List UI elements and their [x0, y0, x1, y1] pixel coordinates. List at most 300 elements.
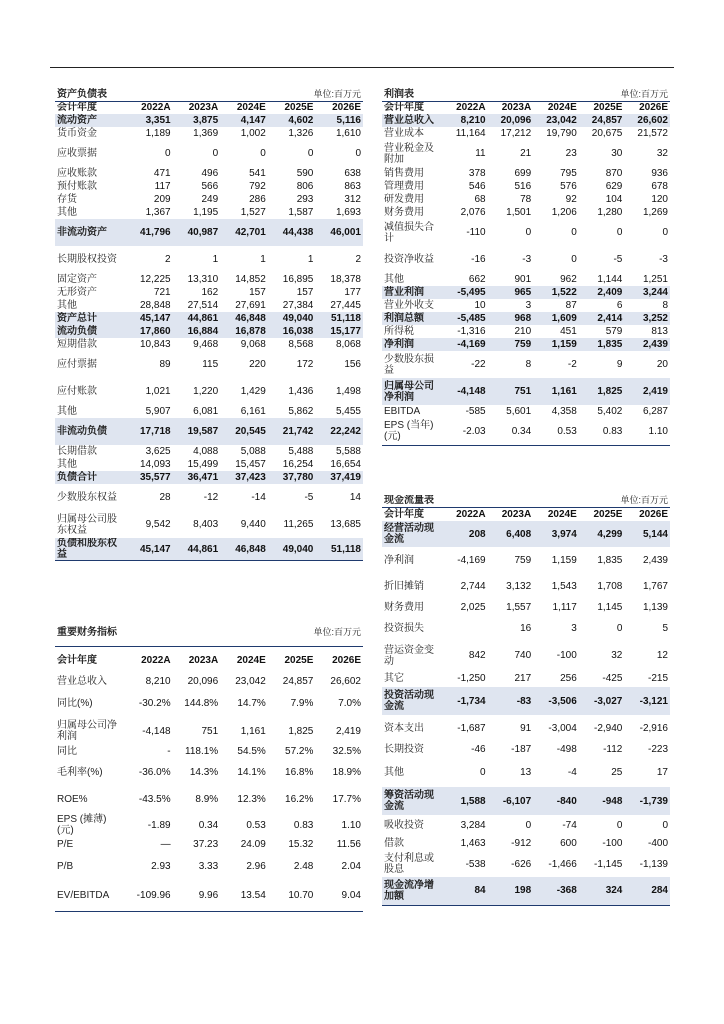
- table-row: [55, 206, 363, 219]
- cell-value: 1,825: [579, 378, 625, 405]
- cell-value: 16,884: [173, 325, 221, 338]
- cell-value: 37,419: [315, 471, 363, 484]
- cell-value: 5,455: [335, 406, 361, 417]
- cell-value: 220: [249, 359, 266, 370]
- cell-value: 6,287: [642, 406, 668, 417]
- cell-value: -2: [567, 359, 577, 370]
- cell-value: 5,144: [624, 521, 670, 547]
- cell-value: 901: [514, 274, 532, 285]
- cell-value: 30: [611, 148, 623, 159]
- cell-value: -100: [602, 837, 623, 849]
- cell-value: 965: [488, 286, 534, 299]
- table-unit: 单位:百万元: [620, 495, 668, 506]
- cell-value: -4,148: [442, 378, 488, 405]
- cell-value: 1,498: [335, 386, 361, 397]
- table-row: [382, 835, 670, 851]
- cell-value: 496: [201, 168, 219, 179]
- cell-value: 18,378: [330, 274, 361, 285]
- cell-value: 662: [468, 274, 486, 285]
- cell-value: 12.3%: [237, 793, 266, 805]
- cell-value: 0: [616, 227, 623, 238]
- cell-value: 1,369: [193, 128, 219, 139]
- row-label: 财务费用: [384, 207, 424, 218]
- cell-value: 0.83: [579, 418, 625, 445]
- cell-value: -3,506: [533, 687, 579, 715]
- cell-value: 0: [212, 148, 219, 159]
- cell-value: 51,118: [315, 538, 363, 561]
- cell-value: -912: [511, 837, 532, 849]
- row-label: 归属母公司股东权益: [57, 513, 117, 536]
- header-year: 2022A: [442, 507, 488, 521]
- cell-value: 20,545: [220, 418, 268, 445]
- cell-value: 20: [656, 359, 668, 370]
- table-row: [382, 787, 670, 815]
- table-row: [55, 511, 363, 538]
- table-unit: 单位:百万元: [313, 627, 361, 638]
- cell-value: 863: [344, 181, 361, 192]
- table-row: [55, 717, 363, 745]
- row-label: 净利润: [384, 554, 414, 566]
- cell-value: 2,409: [579, 286, 625, 299]
- cell-value: 0: [355, 148, 361, 159]
- cell-value: 44,861: [173, 538, 221, 561]
- cell-value: 16,038: [268, 325, 316, 338]
- cell-value: -6,107: [488, 787, 534, 815]
- cell-value: 5,907: [145, 406, 171, 417]
- table-title-row: [55, 620, 363, 646]
- table-row: [55, 273, 363, 286]
- cash-flow-table: [382, 495, 670, 906]
- cell-value: 10: [474, 300, 486, 311]
- cell-value: -12: [203, 492, 219, 503]
- cell-value: -112: [603, 744, 623, 755]
- cell-value: 0: [525, 227, 532, 238]
- table-row: [382, 193, 670, 206]
- cell-value: 0: [165, 148, 171, 159]
- cell-value: 6,408: [488, 521, 534, 547]
- cell-value: 14.3%: [189, 766, 219, 778]
- cell-value: 3,351: [125, 114, 173, 127]
- row-label: ROE%: [57, 793, 88, 805]
- cell-value: 10.70: [268, 881, 316, 911]
- income-statement-panel: [382, 88, 670, 446]
- cell-value: 1: [307, 254, 314, 265]
- cell-value: 9: [616, 359, 623, 370]
- table-row: [382, 351, 670, 378]
- row-label: 营业利润: [382, 286, 442, 299]
- cell-value: 28,848: [140, 300, 171, 311]
- row-label: 应收账款: [57, 168, 97, 179]
- table-row: [382, 378, 670, 405]
- table-row: [55, 286, 363, 299]
- cell-value: 1,269: [642, 207, 668, 218]
- row-label: 其他: [57, 300, 77, 311]
- table-row: [55, 378, 363, 405]
- cell-value: 144.8%: [184, 697, 219, 709]
- cell-value: 600: [560, 837, 577, 849]
- row-label: 长期投资: [384, 744, 424, 755]
- cell-value: -16: [471, 254, 486, 265]
- cell-value: 87: [565, 300, 577, 311]
- cell-value: 46,001: [315, 219, 363, 246]
- cell-value: -3: [659, 254, 668, 265]
- cell-value: 9.96: [173, 881, 221, 911]
- row-label: 折旧摊销: [384, 580, 424, 592]
- cell-value: 49,040: [268, 312, 316, 325]
- table-row: [382, 418, 670, 445]
- row-label: 支付利息或股息: [384, 853, 434, 875]
- row-label: 同比(%): [57, 697, 93, 709]
- cell-value: 4,088: [193, 446, 219, 457]
- cell-value: 8: [525, 359, 532, 370]
- cell-value: 1,159: [533, 338, 579, 351]
- cell-value: 842: [468, 650, 486, 661]
- header-label: 会计年度: [55, 101, 125, 114]
- cell-value: 3,974: [533, 521, 579, 547]
- table-row: [55, 325, 363, 338]
- table-row: [55, 445, 363, 458]
- cell-value: 0: [616, 623, 623, 634]
- cell-value: 78: [520, 194, 532, 205]
- cell-value: 1,522: [533, 286, 579, 299]
- cell-value: 2: [165, 254, 171, 265]
- cell-value: 14,852: [235, 274, 266, 285]
- cell-value: 9.04: [315, 881, 363, 911]
- table-row: [55, 114, 363, 127]
- cell-value: 15.32: [288, 839, 314, 850]
- cell-value: 27,691: [235, 300, 266, 311]
- cell-value: 16,895: [282, 274, 314, 285]
- row-label: 管理费用: [384, 181, 424, 192]
- table-row: [382, 742, 670, 757]
- cell-value: 5,116: [315, 114, 363, 127]
- cell-value: 9,440: [240, 519, 266, 530]
- table-title-row: [55, 88, 363, 101]
- cell-value: 8,568: [288, 339, 314, 350]
- cell-value: 1,610: [335, 128, 361, 139]
- table-row: [55, 838, 363, 851]
- cell-value: 2,414: [579, 312, 625, 325]
- row-label: 应收票据: [57, 148, 97, 159]
- cell-value: -4,169: [442, 338, 488, 351]
- cell-value: 284: [624, 877, 670, 905]
- cell-value: -2,940: [594, 723, 623, 734]
- row-label: 筹资活动现金流: [382, 787, 442, 815]
- header-year: 2024E: [533, 101, 579, 114]
- cell-value: 68: [474, 194, 486, 205]
- cell-value: 42,701: [220, 219, 268, 246]
- cell-value: -223: [647, 744, 668, 755]
- cell-value: 14: [349, 492, 361, 503]
- cell-value: 91: [520, 723, 532, 734]
- cell-value: -368: [533, 877, 579, 905]
- cell-value: 27,445: [330, 300, 361, 311]
- row-label: 其他: [57, 459, 77, 470]
- cell-value: 1,159: [551, 554, 577, 566]
- cell-value: 4,602: [268, 114, 316, 127]
- cell-value: 3: [525, 300, 532, 311]
- cell-value: -2.03: [442, 418, 488, 445]
- table-row: [382, 851, 670, 877]
- cell-value: 629: [605, 181, 623, 192]
- table-title: 利润表: [384, 88, 414, 100]
- cell-value: 54.5%: [237, 746, 266, 757]
- row-label: 所得税: [384, 326, 414, 337]
- cell-value: 8,210: [145, 676, 171, 687]
- cell-value: 46,848: [220, 538, 268, 561]
- cell-value: 5,088: [240, 446, 266, 457]
- cell-value: 32: [656, 148, 668, 159]
- table-row: [382, 687, 670, 715]
- cell-value: -83: [488, 687, 534, 715]
- cell-value: 11,265: [283, 519, 314, 530]
- table-row: [382, 286, 670, 299]
- key-ratios-panel: [55, 620, 363, 912]
- cell-value: -100: [556, 650, 577, 661]
- cell-value: 0: [662, 819, 668, 831]
- table-row: [55, 758, 363, 786]
- cell-value: 541: [249, 168, 266, 179]
- cell-value: 378: [468, 168, 486, 179]
- header-year: 2024E: [220, 101, 268, 114]
- cell-value: 936: [651, 168, 668, 179]
- cell-value: 1,501: [506, 207, 532, 218]
- cell-value: -1,687: [457, 723, 486, 734]
- row-label: 预付账款: [57, 181, 97, 192]
- cell-value: 1,189: [145, 128, 171, 139]
- cell-value: 962: [560, 274, 577, 285]
- table-row: [55, 180, 363, 193]
- cell-value: 37,423: [220, 471, 268, 484]
- cell-value: 1,144: [597, 274, 623, 285]
- cell-value: -1,139: [639, 858, 668, 870]
- cell-value: 1,145: [597, 601, 623, 613]
- cell-value: 2.48: [293, 860, 314, 872]
- cell-value: 0: [616, 819, 623, 831]
- table-row: [382, 246, 670, 273]
- table-row: [382, 405, 670, 418]
- row-label: 少数股东损益: [384, 353, 434, 376]
- cell-value: 27,384: [282, 300, 314, 311]
- balance-sheet-table: [55, 88, 363, 561]
- cell-value: 1,220: [193, 386, 219, 397]
- cell-value: 21: [520, 148, 532, 159]
- cell-value: 3.33: [198, 860, 219, 872]
- table-row: [382, 219, 670, 246]
- row-label: 存货: [57, 194, 77, 205]
- cell-value: -538: [465, 858, 486, 870]
- cell-value: 156: [344, 359, 361, 370]
- table-row: [382, 114, 670, 127]
- cell-value: 0: [480, 766, 486, 778]
- cell-value: 1: [212, 254, 219, 265]
- header-year: 2022A: [125, 646, 173, 674]
- cell-value: 20,675: [591, 128, 623, 139]
- cell-value: -43.5%: [138, 793, 171, 805]
- cell-value: 2,025: [460, 601, 486, 613]
- cell-value: -5: [304, 492, 314, 503]
- table-row: [55, 246, 363, 273]
- row-label: 营业总收入: [382, 114, 442, 127]
- cash-flow-panel: [382, 495, 670, 906]
- table-title-row: [382, 495, 670, 507]
- row-label: 无形资产: [57, 287, 97, 298]
- row-label: 其他: [57, 406, 77, 417]
- cell-value: 293: [296, 194, 314, 205]
- row-label: 货币资金: [57, 128, 97, 139]
- row-label: P/B: [57, 860, 74, 872]
- table-row: [382, 669, 670, 687]
- table-row: [55, 471, 363, 484]
- cell-value: —: [160, 839, 171, 850]
- cell-value: -187: [511, 744, 532, 755]
- cell-value: 2.96: [246, 860, 266, 872]
- cell-value: 11.56: [336, 839, 361, 850]
- cell-value: 44,861: [173, 312, 221, 325]
- row-label: 归属母公司净利润: [57, 720, 117, 742]
- cell-value: 576: [560, 181, 577, 192]
- row-label: 减值损失合计: [384, 221, 434, 244]
- row-label: 现金流净增加额: [382, 877, 442, 905]
- header-year: 2022A: [442, 101, 488, 114]
- row-label: 应付账款: [57, 386, 97, 397]
- table-row: [382, 547, 670, 573]
- table-row: [55, 167, 363, 180]
- cell-value: 16: [520, 623, 532, 634]
- cell-value: 35,577: [125, 471, 173, 484]
- cell-value: -948: [579, 787, 625, 815]
- row-label: 负债和股东权益: [55, 538, 125, 561]
- table-row: [55, 405, 363, 418]
- cell-value: 17,212: [500, 128, 532, 139]
- row-label: 营业税金及附加: [384, 142, 434, 165]
- cell-value: 1,527: [240, 207, 266, 218]
- cell-value: 3,244: [624, 286, 670, 299]
- cell-value: 32: [611, 650, 623, 661]
- cell-value: 6,081: [193, 406, 219, 417]
- cell-value: 5,588: [335, 446, 361, 457]
- table-row: [382, 180, 670, 193]
- cell-value: 1,139: [642, 601, 668, 613]
- table-unit: 单位:百万元: [313, 88, 361, 99]
- cell-value: 14.1%: [237, 766, 266, 778]
- cell-value: -5,495: [442, 286, 488, 299]
- cell-value: 117: [154, 181, 171, 192]
- cell-value: 751: [201, 725, 219, 737]
- cell-value: 22,242: [315, 418, 363, 445]
- table-row: [382, 325, 670, 338]
- cell-value: 1,326: [288, 128, 314, 139]
- cell-value: -4,169: [457, 554, 486, 566]
- header-rule: [50, 67, 674, 68]
- cell-value: 177: [344, 287, 361, 298]
- cell-value: 3,132: [506, 580, 532, 592]
- row-label: 利润总额: [382, 312, 442, 325]
- cell-value: 1,708: [597, 580, 623, 592]
- table-row: [55, 458, 363, 471]
- table-row: [382, 299, 670, 312]
- row-label: 其它: [384, 672, 404, 684]
- cell-value: 37,780: [268, 471, 316, 484]
- cell-value: 1: [260, 254, 266, 265]
- header-year: 2025E: [268, 101, 316, 114]
- cell-value: -3,121: [624, 687, 670, 715]
- cell-value: 6,161: [240, 406, 266, 417]
- cell-value: 37.23: [193, 839, 219, 850]
- cell-value: -400: [647, 837, 668, 849]
- header-year: 2023A: [488, 507, 534, 521]
- header-label: 会计年度: [55, 646, 125, 674]
- row-label: 归属母公司净利润: [382, 378, 442, 405]
- cell-value: -22: [471, 359, 486, 370]
- row-label: 资产总计: [55, 312, 125, 325]
- row-label: 投资活动现金流: [382, 687, 442, 715]
- cell-value: 256: [560, 672, 577, 684]
- table-row: [55, 538, 363, 561]
- header-year: 2026E: [315, 646, 363, 674]
- cell-value: 5: [662, 623, 668, 634]
- cell-value: 84: [442, 877, 488, 905]
- cell-value: 9,468: [193, 339, 219, 350]
- row-label: 非流动负债: [55, 418, 125, 445]
- cell-value: 3: [571, 623, 577, 634]
- cell-value: 1.10: [341, 819, 361, 831]
- cell-value: -2,916: [639, 723, 668, 734]
- cell-value: 546: [468, 181, 486, 192]
- row-label: 财务费用: [384, 601, 424, 613]
- cell-value: 968: [488, 312, 534, 325]
- cell-value: 1,251: [642, 274, 668, 285]
- cell-value: 792: [249, 181, 266, 192]
- cell-value: 0: [662, 227, 668, 238]
- cell-value: 6: [616, 300, 623, 311]
- cell-value: -4,148: [142, 725, 171, 737]
- cell-value: 3,284: [460, 819, 486, 831]
- cell-value: 1,835: [579, 338, 625, 351]
- cell-value: 28: [159, 492, 171, 503]
- cell-value: -215: [647, 672, 668, 684]
- cell-value: 8,068: [335, 339, 361, 350]
- cell-value: 678: [651, 181, 668, 192]
- cell-value: -36.0%: [138, 766, 171, 778]
- cell-value: 25: [611, 766, 623, 778]
- row-label: 营运资金变动: [384, 644, 434, 667]
- header-year: 2023A: [488, 101, 534, 114]
- cell-value: 217: [514, 672, 532, 684]
- cell-value: 740: [514, 650, 532, 661]
- cell-value: 324: [579, 877, 625, 905]
- cell-value: 157: [296, 287, 314, 298]
- cell-value: 198: [488, 877, 534, 905]
- cell-value: 8,403: [193, 519, 219, 530]
- table-title: 重要财务指标: [57, 627, 117, 639]
- balance-sheet-panel: [55, 88, 363, 561]
- cell-value: 20,096: [187, 676, 219, 687]
- cell-value: 7.0%: [338, 697, 361, 709]
- cell-value: 0.53: [246, 819, 266, 831]
- cell-value: -30.2%: [138, 697, 171, 709]
- cell-value: 11,164: [455, 128, 486, 139]
- cell-value: 0: [571, 227, 577, 238]
- cell-value: 1,429: [240, 386, 266, 397]
- cell-value: 1,835: [597, 554, 623, 566]
- table-row: [55, 338, 363, 351]
- cell-value: 12: [656, 650, 668, 661]
- cell-value: -1,734: [442, 687, 488, 715]
- cell-value: 13,685: [330, 519, 361, 530]
- row-label: 流动负债: [55, 325, 125, 338]
- cell-value: 2,744: [460, 580, 486, 592]
